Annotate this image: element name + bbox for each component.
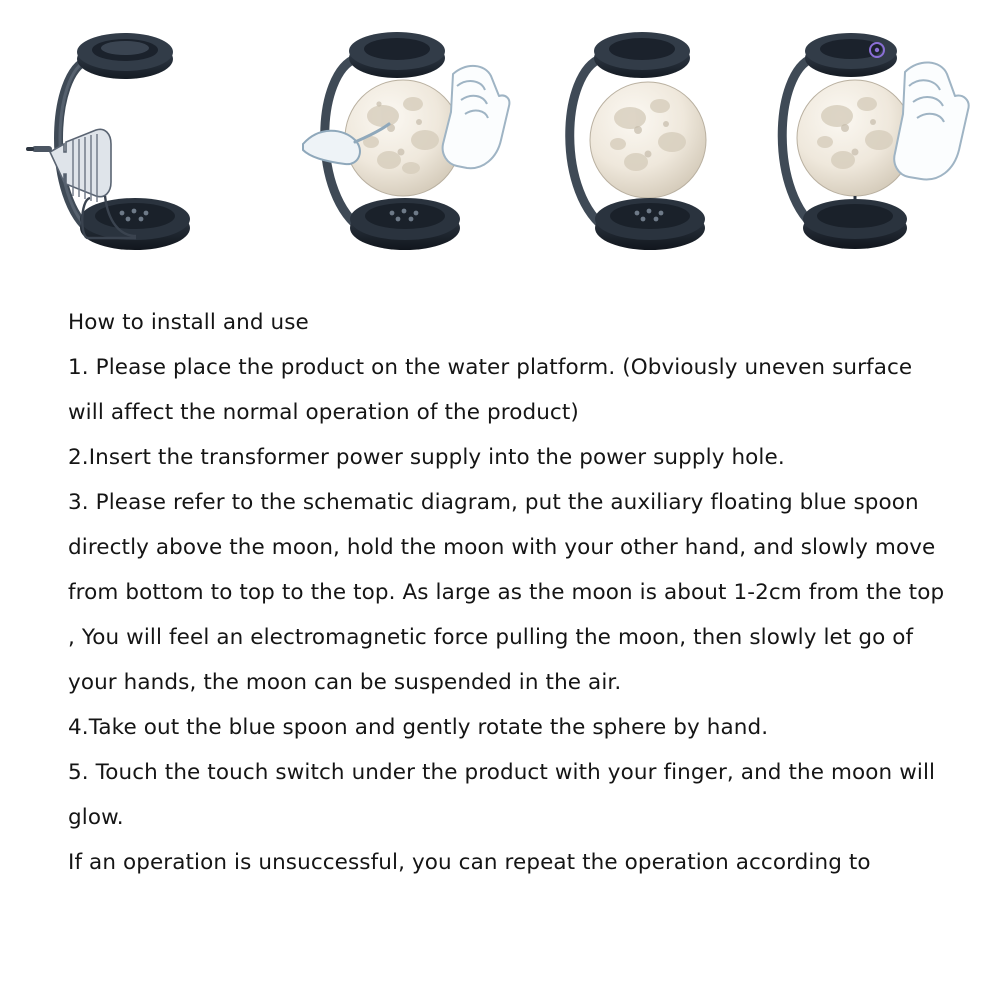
illustration-panel-3 <box>530 0 780 290</box>
instruction-note: If an operation is unsuccessful, you can repeat the operation according to <box>68 850 871 875</box>
step-1-plug-power-adapter <box>10 0 260 290</box>
hand-icon <box>894 62 968 179</box>
step-2-place-moon-with-spoon <box>285 0 535 290</box>
illustration-panel-1 <box>10 0 260 290</box>
illustration-panel-2 <box>285 0 535 290</box>
instruction-step-5: 5. Touch the touch switch under the product with your finger, and the moon will glow. <box>68 760 936 830</box>
illustration-panel-4 <box>755 0 1000 290</box>
step-4-touch-switch <box>755 0 1000 290</box>
illustration-strip <box>0 0 1000 290</box>
step-3-moon-levitating <box>530 0 780 290</box>
instructions-heading: How to install and use <box>68 310 309 335</box>
instructions-block <box>68 300 948 885</box>
hand-icon <box>443 66 510 168</box>
instruction-step-1: 1. Please place the product on the water platform. (Obviously uneven surface will affect the normal operation of the product) <box>68 355 913 425</box>
instruction-step-4: 4.Take out the blue spoon and gently rotate the sphere by hand. <box>68 715 769 740</box>
instruction-step-2: 2.Insert the transformer power supply into the power supply hole. <box>68 445 785 470</box>
instruction-step-3: 3. Please refer to the schematic diagram, put the auxiliary floating blue spoon directly above the moon, hold the moon with your other hand, and slowly move from bottom to top to the top. As large as the moon is about 1-2cm from the top , You will feel an electromagnetic force pulling the moon, then slowly let go of your hands, the moon can be suspended in the air. <box>68 490 945 695</box>
